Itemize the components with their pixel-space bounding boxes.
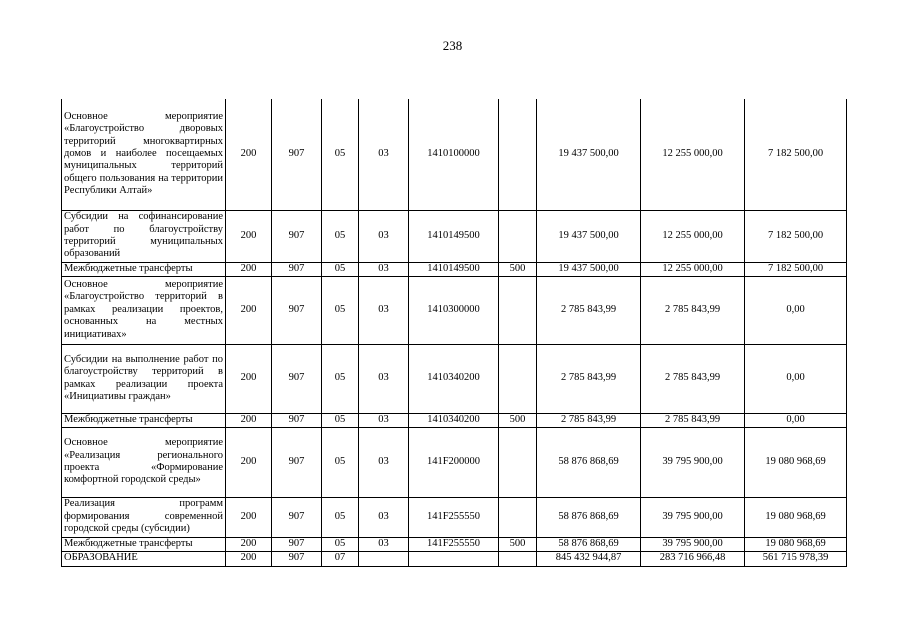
code-cell — [499, 276, 537, 344]
code-cell — [499, 344, 537, 413]
code-cell: 200 — [226, 99, 272, 210]
code-cell — [499, 497, 537, 537]
amount-cell: 19 080 968,69 — [745, 537, 847, 551]
amount-cell: 58 876 868,69 — [537, 497, 641, 537]
amount-cell: 19 437 500,00 — [537, 262, 641, 276]
code-cell: 200 — [226, 276, 272, 344]
code-cell: 03 — [359, 537, 409, 551]
amount-cell: 2 785 843,99 — [537, 344, 641, 413]
code-cell: 03 — [359, 276, 409, 344]
code-cell: 907 — [272, 497, 322, 537]
code-cell: 200 — [226, 413, 272, 427]
code-cell: 200 — [226, 344, 272, 413]
amount-cell: 39 795 900,00 — [641, 537, 745, 551]
page-number: 238 — [442, 38, 463, 53]
code-cell: 03 — [359, 262, 409, 276]
code-cell — [359, 551, 409, 566]
amount-cell: 19 080 968,69 — [745, 427, 847, 497]
code-cell — [499, 99, 537, 210]
amount-cell: 39 795 900,00 — [641, 497, 745, 537]
code-cell: 907 — [272, 99, 322, 210]
table-row — [62, 427, 847, 497]
code-cell: 200 — [226, 262, 272, 276]
code-cell: 500 — [499, 413, 537, 427]
code-cell: 03 — [359, 210, 409, 262]
code-cell — [499, 551, 537, 566]
code-cell: 907 — [272, 276, 322, 344]
code-cell: 05 — [322, 413, 359, 427]
amount-cell: 7 182 500,00 — [745, 262, 847, 276]
amount-cell: 0,00 — [745, 413, 847, 427]
amount-cell: 845 432 944,87 — [537, 551, 641, 566]
code-cell: 907 — [272, 344, 322, 413]
code-cell: 05 — [322, 99, 359, 210]
amount-cell: 58 876 868,69 — [537, 537, 641, 551]
row-name: Основное мероприятие «Реализация регионального проекта «Формирование комфортной городской среды» — [62, 427, 226, 497]
table-row — [62, 210, 847, 262]
code-cell: 907 — [272, 537, 322, 551]
code-cell: 1410340200 — [409, 413, 499, 427]
code-cell: 907 — [272, 427, 322, 497]
code-cell: 07 — [322, 551, 359, 566]
amount-cell: 58 876 868,69 — [537, 427, 641, 497]
amount-cell: 2 785 843,99 — [537, 413, 641, 427]
amount-cell: 2 785 843,99 — [641, 413, 745, 427]
code-cell: 500 — [499, 537, 537, 551]
code-cell: 141F255550 — [409, 497, 499, 537]
table-row — [62, 537, 847, 551]
code-cell: 907 — [272, 413, 322, 427]
code-cell: 141F255550 — [409, 537, 499, 551]
code-cell: 05 — [322, 427, 359, 497]
code-cell: 1410149500 — [409, 262, 499, 276]
code-cell: 200 — [226, 537, 272, 551]
amount-cell: 561 715 978,39 — [745, 551, 847, 566]
row-name: Межбюджетные трансферты — [62, 537, 226, 551]
table-row — [62, 276, 847, 344]
table-row — [62, 413, 847, 427]
amount-cell: 12 255 000,00 — [641, 262, 745, 276]
code-cell: 03 — [359, 413, 409, 427]
amount-cell: 7 182 500,00 — [745, 99, 847, 210]
code-cell: 200 — [226, 427, 272, 497]
code-cell: 03 — [359, 497, 409, 537]
code-cell: 03 — [359, 344, 409, 413]
code-cell: 907 — [272, 551, 322, 566]
code-cell: 05 — [322, 497, 359, 537]
code-cell: 05 — [322, 276, 359, 344]
row-name: Основное мероприятие «Благоустройство территорий в рамках реализации проектов, основанных на местных инициативах» — [62, 276, 226, 344]
row-name: Межбюджетные трансферты — [62, 413, 226, 427]
row-name: Реализация программ формирования современной городской среды (субсидии) — [62, 497, 226, 537]
code-cell: 1410340200 — [409, 344, 499, 413]
amount-cell: 19 080 968,69 — [745, 497, 847, 537]
code-cell — [499, 427, 537, 497]
amount-cell: 0,00 — [745, 344, 847, 413]
amount-cell: 39 795 900,00 — [641, 427, 745, 497]
amount-cell: 12 255 000,00 — [641, 99, 745, 210]
table-row — [62, 99, 847, 210]
amount-cell: 12 255 000,00 — [641, 210, 745, 262]
amount-cell: 19 437 500,00 — [537, 210, 641, 262]
row-name: Межбюджетные трансферты — [62, 262, 226, 276]
code-cell: 200 — [226, 497, 272, 537]
code-cell: 1410100000 — [409, 99, 499, 210]
row-name: Субсидии на софинансирование работ по благоустройству территорий муниципальных образований — [62, 210, 226, 262]
row-name: Основное мероприятие «Благоустройство дворовых территорий многоквартирных домов и наиболее посещаемых муниципальных территорий общего пользования на территории Республики Алтай» — [62, 99, 226, 210]
amount-cell: 0,00 — [745, 276, 847, 344]
code-cell: 1410149500 — [409, 210, 499, 262]
code-cell: 500 — [499, 262, 537, 276]
budget-table — [61, 99, 847, 567]
code-cell: 907 — [272, 210, 322, 262]
amount-cell: 2 785 843,99 — [641, 276, 745, 344]
code-cell: 141F200000 — [409, 427, 499, 497]
code-cell: 1410300000 — [409, 276, 499, 344]
amount-cell: 2 785 843,99 — [537, 276, 641, 344]
code-cell — [409, 551, 499, 566]
code-cell: 05 — [322, 344, 359, 413]
amount-cell: 19 437 500,00 — [537, 99, 641, 210]
amount-cell: 7 182 500,00 — [745, 210, 847, 262]
table-row — [62, 551, 847, 566]
amount-cell: 283 716 966,48 — [641, 551, 745, 566]
row-name: Субсидии на выполнение работ по благоустройству территорий в рамках реализации проекта «Инициативы граждан» — [62, 344, 226, 413]
table-row — [62, 497, 847, 537]
code-cell: 05 — [322, 210, 359, 262]
code-cell: 200 — [226, 210, 272, 262]
table-row — [62, 344, 847, 413]
code-cell: 03 — [359, 427, 409, 497]
code-cell: 200 — [226, 551, 272, 566]
amount-cell: 2 785 843,99 — [641, 344, 745, 413]
table-row — [62, 262, 847, 276]
code-cell: 05 — [322, 262, 359, 276]
code-cell: 05 — [322, 537, 359, 551]
row-name: ОБРАЗОВАНИЕ — [62, 551, 226, 566]
code-cell: 03 — [359, 99, 409, 210]
code-cell: 907 — [272, 262, 322, 276]
code-cell — [499, 210, 537, 262]
